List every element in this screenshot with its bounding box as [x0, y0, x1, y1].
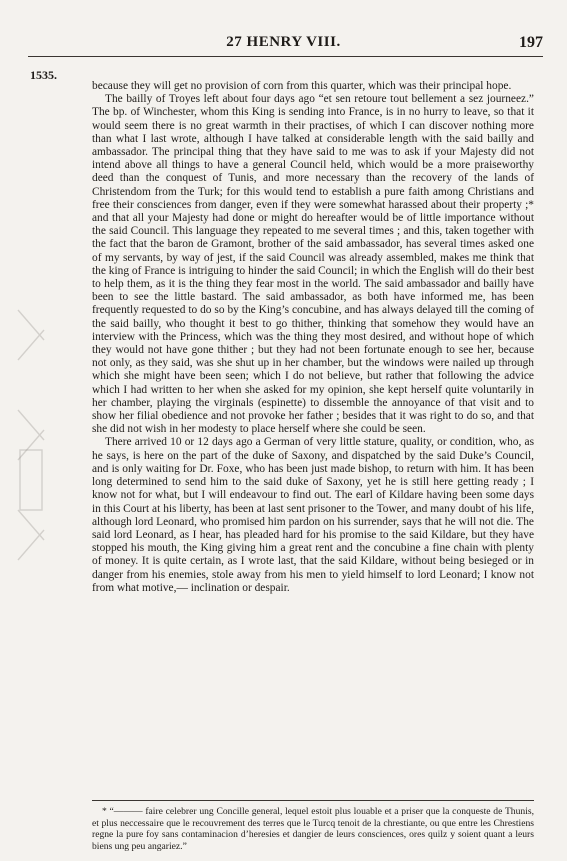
header-rule [28, 56, 543, 57]
margin-year: 1535. [30, 68, 57, 82]
page-header [0, 34, 567, 54]
paragraph-1: because they will get no provision of corn from this quarter, which was their principal hope. [92, 80, 512, 92]
paragraph-3: There arrived 10 or 12 days ago a German of very little stature, quality, or condition, who, as he says, is here on the part of the duke of Saxony, and dispatched by the said Duke’s Council, and is only waiting for Dr. Foxe, who has been just made bishop, to return with him. It has been long determined to send him to the said duke of Saxony, yet he is still here getting ready ; I know not for what, but I will endeavour to find out. The earl of Kildare having been some days in this Court at his liberty, has been at last sent prisoner to the Tower, and many doubt of his life, although lord Leonard, who promised him pardon on his surrender, says that he will not die. The said lord Leonard, as I hear, has pleaded hard for his promise to the said Kildare, but they have stopped his mouth, the King giving him a great rent and the concubine a fine chain with plenty of money. It is quite certain, as I wrote last, that the said Kildare, without being besieged or in danger from his enemies, stole away from his men to yield himself to lord Leonard; I know not from what motive,— inclination or despair. [92, 436, 534, 594]
footnote [92, 806, 534, 852]
paragraph-2: The bailly of Troyes left about four days ago “et sen retoure tout bellement a sez journeez.” The bp. of Winchester, whom this King is sending into France, is in no hurry to leave, so that it would seem there is no great warmth in their practises, of which I can discover nothing more than what I last wrote, although I have talked at considerable length with the said bailly and ambassador. The principal thing that they have said to me was to ask if your Majesty did not intend above all things to have a general Council held, which would be a more praiseworthy deed than the conquest of Tunis, and more necessary than the recovery of the lands of Christendom from the Turk; for this would tend to establish a pure faith among Christians and free their consciences from danger, even if they were somewhat harassed about their property ;* and that all your Majesty had done or might do hereafter would be of little importance without the said Council. This language they repeated to me several times ; and this, taken together with the fact that the baron de Gramont, brother of the said ambassador, has several times asked one of my servants, by way of jest, if the said Council was already assembled, makes me think that the king of France is intriguing to hinder the said Council; in which the English will do their best to help them, as it is the thing they fear most in the world. The said ambassador and bailly have been to see the little bastard. The said ambassador, as both have informed me, has been frequently requested to do so by the King’s concubine, and has always delayed till the coming of the said bailly, who thought it best to go thither, thinking that somehow they would have an interview with the Princess, which was the thing they most desired, and without hope of which they would not have gone thither ; but they had not been fortunate enough to see her, because not only, as they said, was she shut up in her chamber, but the windows were nailed up through which she might have been seen; which I do not believe, but rather that following the advice which I had written to her when she asked for my opinion, she kept herself quite voluntarily in her chamber, playing the virginals (espinette) to dissemble the annoyance of that visit and to show her filial obedience and not provoke her father ; besides that it was right to do so, and that she did not wish in her modesty to place herself where she could be seen. [92, 93, 534, 436]
library-stamp-watermark [14, 300, 48, 600]
footnote-text: * “——— faire celebrer ung Concille general, lequel estoit plus louable et a priser que la conqueste de Thunis, et plus neccessaire que le recouvrement des terres que le Turcq tenoit de la chrestiante, ou que entre les Chrestiens regne la pure foy sans contaminacion d’heresies et dangier de leurs consciences, ores quilz y soient quant a leurs biens ung peu angariez.” [92, 806, 534, 852]
footnote-rule [92, 800, 534, 801]
page-number: 197 [519, 34, 543, 51]
running-title: 27 HENRY VIII. [226, 34, 341, 50]
letter-body [92, 80, 534, 595]
